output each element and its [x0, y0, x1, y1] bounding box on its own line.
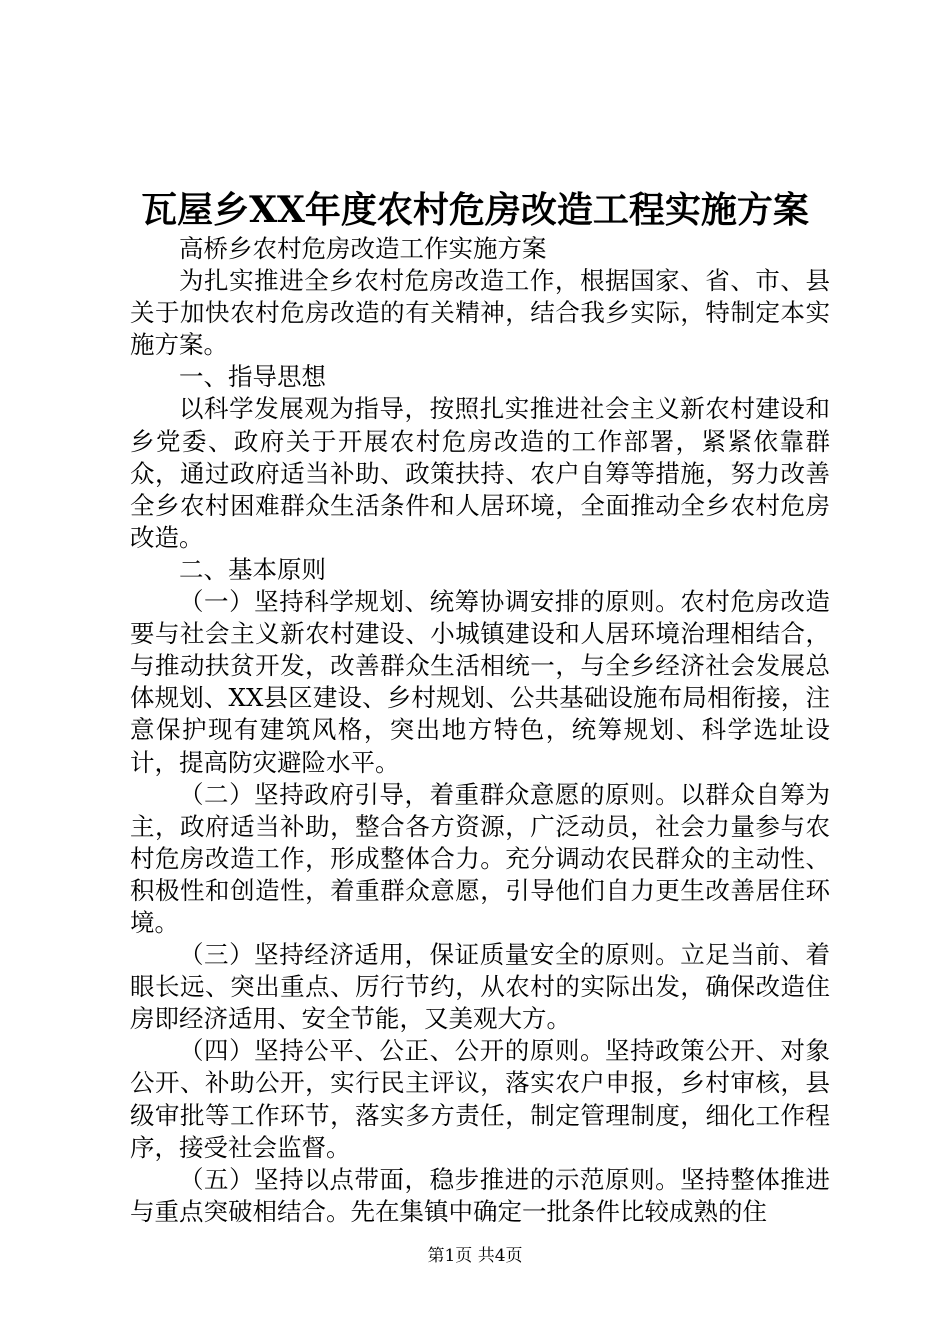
principle-2-paragraph: （二）坚持政府引导，着重群众意愿的原则。以群众自筹为主，政府适当补助，整合各方资源，广泛动员，社会力量参与农村危房改造工作，形成整体合力。充分调动农民群众的主动性、积极性和创造性，着重群众意愿，引导他们自力更生改善居住环境。: [130, 779, 830, 937]
page-number-footer: 第1页 共4页: [427, 1246, 523, 1266]
subtitle-paragraph: 高桥乡农村危房改造工作实施方案: [179, 234, 547, 263]
principle-5-paragraph: （五）坚持以点带面，稳步推进的示范原则。坚持整体推进与重点突破相结合。先在集镇中确定一批条件比较成熟的住: [130, 1164, 830, 1226]
principle-3-paragraph: （三）坚持经济适用，保证质量安全的原则。立足当前、着眼长远、突出重点、厉行节约，从农村的实际出发，确保改造住房即经济适用、安全节能，又美观大方。: [130, 940, 830, 1034]
section-heading-basic-principles: 二、基本原则: [179, 554, 326, 584]
document-body: [130, 233, 830, 1228]
principle-1-paragraph: （一）坚持科学规划、统筹协调安排的原则。农村危房改造要与社会主义新农村建设、小城镇建设和人居环境治理相结合，与推动扶贫开发，改善群众生活相统一，与全乡经济社会发展总体规划、XX县区建设、乡村规划、公共基础设施布局相衔接，注意保护现有建筑风格，突出地方特色，统筹规划、科学选址设计，提高防灾避险水平。: [130, 587, 830, 777]
guiding-ideology-paragraph: 以科学发展观为指导，按照扎实推进社会主义新农村建设和乡党委、政府关于开展农村危房改造的工作部署，紧紧依靠群众，通过政府适当补助、政策扶持、农户自筹等措施，努力改善全乡农村困难群众生活条件和人居环境，全面推动全乡农村危房改造。: [130, 394, 830, 552]
intro-paragraph: 为扎实推进全乡农村危房改造工作，根据国家、省、市、县关于加快农村危房改造的有关精神，结合我乡实际，特制定本实施方案。: [130, 266, 830, 360]
document-title: 瓦屋乡XX年度农村危房改造工程实施方案: [141, 189, 809, 231]
principle-4-paragraph: （四）坚持公平、公正、公开的原则。坚持政策公开、对象公开、补助公开，实行民主评议，落实农户申报，乡村审核，县级审批等工作环节，落实多方责任，制定管理制度，细化工作程序，接受社会监督。: [130, 1036, 830, 1162]
section-heading-guiding-ideology: 一、指导思想: [179, 362, 326, 392]
